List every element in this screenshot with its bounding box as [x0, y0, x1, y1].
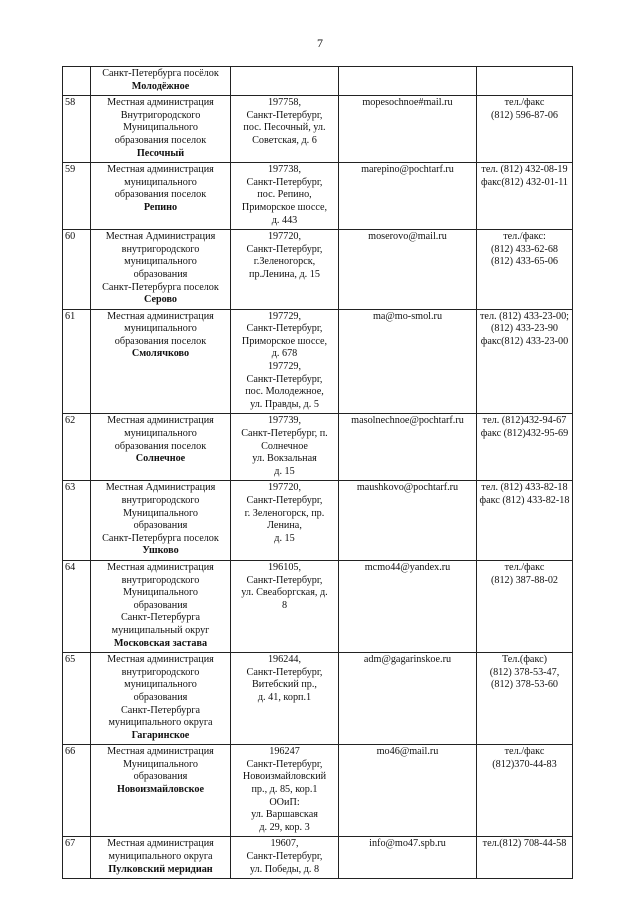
organization-name-line: Санкт-Петербурга посёлок	[102, 68, 219, 79]
phone-line: (812) 433-23-90	[490, 323, 559, 335]
organization-name-line: образования поселок	[114, 134, 207, 146]
organization-name-line: внутригородского	[121, 243, 200, 255]
phone-line: факс (812)432-95-69	[480, 428, 569, 440]
address-line: Витебский пр.,	[252, 679, 317, 691]
address-line: Советская, д. 6	[252, 134, 317, 146]
table-row	[63, 67, 573, 96]
email-address: mo46@mail.ru	[376, 746, 439, 758]
phone-cell	[477, 481, 573, 561]
organization-name-line: Санкт-Петербурга	[120, 612, 201, 624]
organization-name-line: муниципального	[124, 323, 197, 335]
municipality-name: Гагаринское	[131, 729, 190, 741]
address-line: Санкт-Петербург,	[246, 373, 323, 385]
phone-line: тел./факс	[504, 97, 545, 109]
phone-line: тел. (812)432-94-67	[482, 415, 567, 427]
phone-line: (812) 433-65-06	[490, 256, 559, 268]
email-cell	[339, 481, 477, 561]
organization-name-line: Местная Администрация	[105, 482, 216, 494]
row-number: 67	[65, 838, 76, 850]
address-cell	[231, 837, 339, 879]
phone-line: факс(812) 433-23-00	[480, 335, 569, 347]
address-line: Санкт-Петербург,	[246, 323, 323, 335]
address-line: Санкт-Петербург,	[246, 851, 323, 863]
organization-name-line: Муниципального	[122, 507, 199, 519]
organization-name-line: муниципального округа	[108, 717, 213, 729]
row-number-cell	[63, 745, 91, 837]
organization-name-cell	[91, 414, 231, 481]
organization-name-line: Местная администрация	[107, 561, 214, 573]
organization-name-line: Местная администрация	[107, 97, 214, 109]
address-line: Санкт-Петербург,	[246, 495, 323, 506]
organization-name-line: образования поселок	[114, 189, 207, 201]
address-line: Санкт-Петербург,	[246, 758, 323, 770]
row-number-cell	[63, 230, 91, 310]
address-cell	[231, 481, 339, 561]
page-number: 7	[317, 36, 323, 50]
address-line: д. 443	[271, 214, 298, 226]
municipality-name: Солнечное	[135, 453, 186, 465]
address-cell	[231, 745, 339, 837]
phone-line: тел./факс:	[503, 231, 546, 243]
organization-name-cell	[91, 230, 231, 310]
address-line: Ленина,	[267, 520, 302, 532]
phone-cell	[477, 414, 573, 481]
row-number-cell	[63, 560, 91, 652]
row-number-cell	[63, 309, 91, 414]
email-cell	[339, 309, 477, 414]
address-line: Санкт-Петербург,	[246, 666, 323, 678]
row-number: 65	[65, 654, 76, 666]
address-line: 197729,	[267, 361, 302, 373]
organization-name-line: Внутригородского	[120, 109, 201, 121]
organization-name-line: Местная администрация	[107, 838, 214, 850]
address-line: 8	[281, 599, 288, 611]
organization-name-cell	[91, 481, 231, 561]
organization-name-cell	[91, 560, 231, 652]
address-line: 197739,	[267, 415, 302, 427]
organization-name-line: внутригородского	[121, 495, 200, 506]
phone-line: тел./факс	[504, 746, 545, 758]
phone-cell	[477, 837, 573, 879]
table-row	[63, 163, 573, 230]
phone-line: тел. (812) 433-82-18	[481, 482, 568, 494]
address-line: пос. Песочный, ул.	[243, 122, 326, 134]
table-row	[63, 560, 573, 652]
address-line: 197720,	[267, 231, 302, 243]
organization-name-line: Местная администрация	[107, 164, 214, 176]
email-address: info@mo47.spb.ru	[369, 838, 446, 850]
municipality-name: Московская застава	[113, 637, 208, 649]
email-cell	[339, 745, 477, 837]
organization-name-line: Муниципального	[122, 758, 199, 770]
address-cell	[231, 560, 339, 652]
email-cell	[339, 163, 477, 230]
address-line: д. 15	[274, 532, 295, 544]
organization-name-line: Санкт-Петербурга поселок	[102, 281, 219, 293]
municipality-name: Смолячково	[131, 348, 190, 360]
address-line: ООиП:	[269, 796, 300, 808]
row-number: 60	[65, 231, 76, 243]
email-cell	[339, 653, 477, 745]
address-cell	[231, 653, 339, 745]
administrations-table	[62, 66, 573, 879]
address-line: ул. Победы, д. 8	[249, 863, 320, 875]
address-line: ул. Свеаборгская, д.	[241, 587, 328, 599]
municipality-name: Репино	[143, 201, 178, 213]
row-number: 62	[65, 415, 76, 427]
phone-line: (812) 387-88-02	[490, 574, 559, 586]
address-line: 196244,	[267, 654, 302, 666]
organization-name-line: образования	[133, 599, 188, 611]
organization-name-line: образования	[133, 691, 188, 703]
email-address: ma@mo-smol.ru	[372, 310, 443, 322]
organization-name-line: внутригородского	[121, 574, 200, 586]
address-cell	[231, 230, 339, 310]
address-line: Санкт-Петербург,	[246, 574, 323, 586]
address-line: ул. Вокзальная	[252, 453, 317, 465]
municipality-name: Серово	[143, 294, 178, 306]
address-cell	[231, 163, 339, 230]
row-number-cell	[63, 837, 91, 879]
municipality-name: Песочный	[136, 147, 185, 159]
organization-name-cell	[91, 309, 231, 414]
organization-name-line: образования	[133, 268, 188, 280]
phone-cell	[477, 745, 573, 837]
phone-cell	[477, 309, 573, 414]
address-cell	[231, 67, 339, 96]
phone-line: факс (812) 433-82-18	[479, 495, 570, 506]
organization-name-line: Муниципального	[122, 122, 199, 134]
organization-name-line: образования поселок	[114, 335, 207, 347]
address-line: Санкт-Петербург,	[246, 109, 323, 121]
phone-line: тел.(812) 708-44-58	[482, 838, 567, 850]
address-line: 197738,	[267, 164, 302, 176]
address-line: пр.Ленина, д. 15	[249, 268, 320, 280]
municipality-name: Ушково	[142, 545, 179, 557]
table-row	[63, 309, 573, 414]
row-number-cell	[63, 163, 91, 230]
email-cell	[339, 837, 477, 879]
organization-name-line: муниципального	[124, 679, 197, 691]
row-number: 64	[65, 561, 76, 573]
address-line: пос. Репино,	[257, 189, 312, 201]
phone-line: (812) 433-62-68	[490, 243, 559, 255]
email-cell	[339, 96, 477, 163]
email-cell	[339, 67, 477, 96]
row-number: 66	[65, 746, 76, 758]
phone-line: (812) 596-87-06	[490, 109, 559, 121]
municipality-name: Новоизмайловское	[117, 784, 204, 796]
organization-name-line: Местная администрация	[107, 654, 214, 666]
email-cell	[339, 230, 477, 310]
address-line: пр., д. 85, кор.1	[251, 784, 318, 796]
row-number: 61	[65, 310, 76, 322]
table-body	[63, 67, 573, 879]
address-line: 197729,	[267, 310, 302, 322]
email-address: masolnechnoe@pochtarf.ru	[351, 415, 464, 427]
organization-name-line: муниципального	[124, 256, 197, 268]
organization-name-line: образования	[133, 520, 188, 532]
address-cell	[231, 309, 339, 414]
table-row	[63, 230, 573, 310]
table-row	[63, 837, 573, 879]
organization-name-cell	[91, 745, 231, 837]
organization-name-cell	[91, 837, 231, 879]
address-line: Новоизмайловский	[242, 771, 327, 783]
organization-name-cell	[91, 96, 231, 163]
address-line: Санкт-Петербург, п.	[241, 428, 328, 440]
organization-name-line: Местная Администрация	[105, 231, 216, 243]
row-number-cell	[63, 67, 91, 96]
organization-name-line: Местная администрация	[107, 310, 214, 322]
phone-line: тел./факс	[504, 561, 545, 573]
address-line: пос. Молодежное,	[245, 386, 324, 398]
organization-name-cell	[91, 67, 231, 96]
email-address: mopesochnoe#mail.ru	[362, 97, 453, 109]
address-line: д. 29, кор. 3	[259, 821, 310, 833]
address-line: д. 678	[271, 348, 298, 360]
address-line: г.Зеленогорск,	[253, 256, 316, 268]
email-address: mcmo44@yandex.ru	[364, 561, 451, 573]
phone-cell	[477, 560, 573, 652]
table-row	[63, 96, 573, 163]
row-number: 63	[65, 482, 76, 494]
organization-name-line: Санкт-Петербурга	[120, 704, 201, 716]
organization-name-line: внутригородского	[121, 666, 200, 678]
email-address: maushkovo@pochtarf.ru	[356, 482, 459, 494]
address-line: Приморское шоссе,	[241, 335, 328, 347]
phone-cell	[477, 653, 573, 745]
table-row	[63, 745, 573, 837]
phone-line: (812) 378-53-47,	[489, 666, 560, 678]
address-line: ул. Варшавская	[251, 809, 318, 821]
phone-line: тел. (812) 433-23-00;	[479, 310, 570, 322]
organization-name-line: Местная администрация	[107, 415, 214, 427]
organization-name-line: муниципального округа	[108, 851, 213, 863]
phone-cell	[477, 230, 573, 310]
organization-name-line: муниципального	[124, 428, 197, 440]
address-line: Солнечное	[261, 440, 308, 452]
phone-line: (812) 378-53-60	[490, 679, 559, 691]
organization-name-line: Муниципального	[122, 587, 199, 599]
address-line: Санкт-Петербург,	[246, 243, 323, 255]
address-line: 196247	[269, 746, 300, 758]
row-number-cell	[63, 96, 91, 163]
table-row	[63, 481, 573, 561]
email-address: adm@gagarinskoe.ru	[363, 654, 452, 666]
organization-name-line: образования	[133, 771, 188, 783]
phone-cell	[477, 163, 573, 230]
organization-name-line: Местная администрация	[107, 746, 214, 758]
row-number: 58	[65, 97, 76, 109]
phone-line: (812)370-44-83	[492, 758, 557, 770]
email-address: marepino@pochtarf.ru	[361, 164, 454, 176]
municipality-name: Пулковский меридиан	[108, 863, 213, 875]
row-number: 59	[65, 164, 76, 176]
address-line: 196105,	[267, 561, 302, 573]
municipality-name: Молодёжное	[131, 80, 190, 92]
organization-name-line: муниципального	[124, 176, 197, 188]
organization-name-cell	[91, 653, 231, 745]
address-line: 197758,	[267, 97, 302, 109]
address-line: ул. Правды, д. 5	[250, 398, 319, 410]
address-line: 197720,	[267, 482, 302, 494]
table-row	[63, 414, 573, 481]
row-number-cell	[63, 653, 91, 745]
row-number-cell	[63, 481, 91, 561]
email-address: moserovo@mail.ru	[368, 231, 447, 243]
address-line: г. Зеленогорск, пр.	[244, 507, 325, 519]
table-row	[63, 653, 573, 745]
organization-name-line: муниципальный округ	[111, 624, 210, 636]
address-line: Приморское шоссе,	[241, 201, 328, 213]
phone-line: Тел.(факс)	[501, 654, 548, 666]
address-cell	[231, 96, 339, 163]
address-line: Санкт-Петербург,	[246, 176, 323, 188]
address-cell	[231, 414, 339, 481]
phone-line: тел. (812) 432-08-19	[481, 164, 568, 176]
organization-name-cell	[91, 163, 231, 230]
address-line: д. 15	[274, 465, 295, 477]
phone-cell	[477, 96, 573, 163]
email-cell	[339, 414, 477, 481]
email-cell	[339, 560, 477, 652]
organization-name-line: образования поселок	[114, 440, 207, 452]
row-number-cell	[63, 414, 91, 481]
organization-name-line: Санкт-Петербурга поселок	[102, 532, 219, 544]
address-line: 19607,	[270, 838, 299, 850]
phone-line: факс(812) 432-01-11	[480, 176, 569, 188]
phone-cell	[477, 67, 573, 96]
address-line: д. 41, корп.1	[257, 691, 312, 703]
